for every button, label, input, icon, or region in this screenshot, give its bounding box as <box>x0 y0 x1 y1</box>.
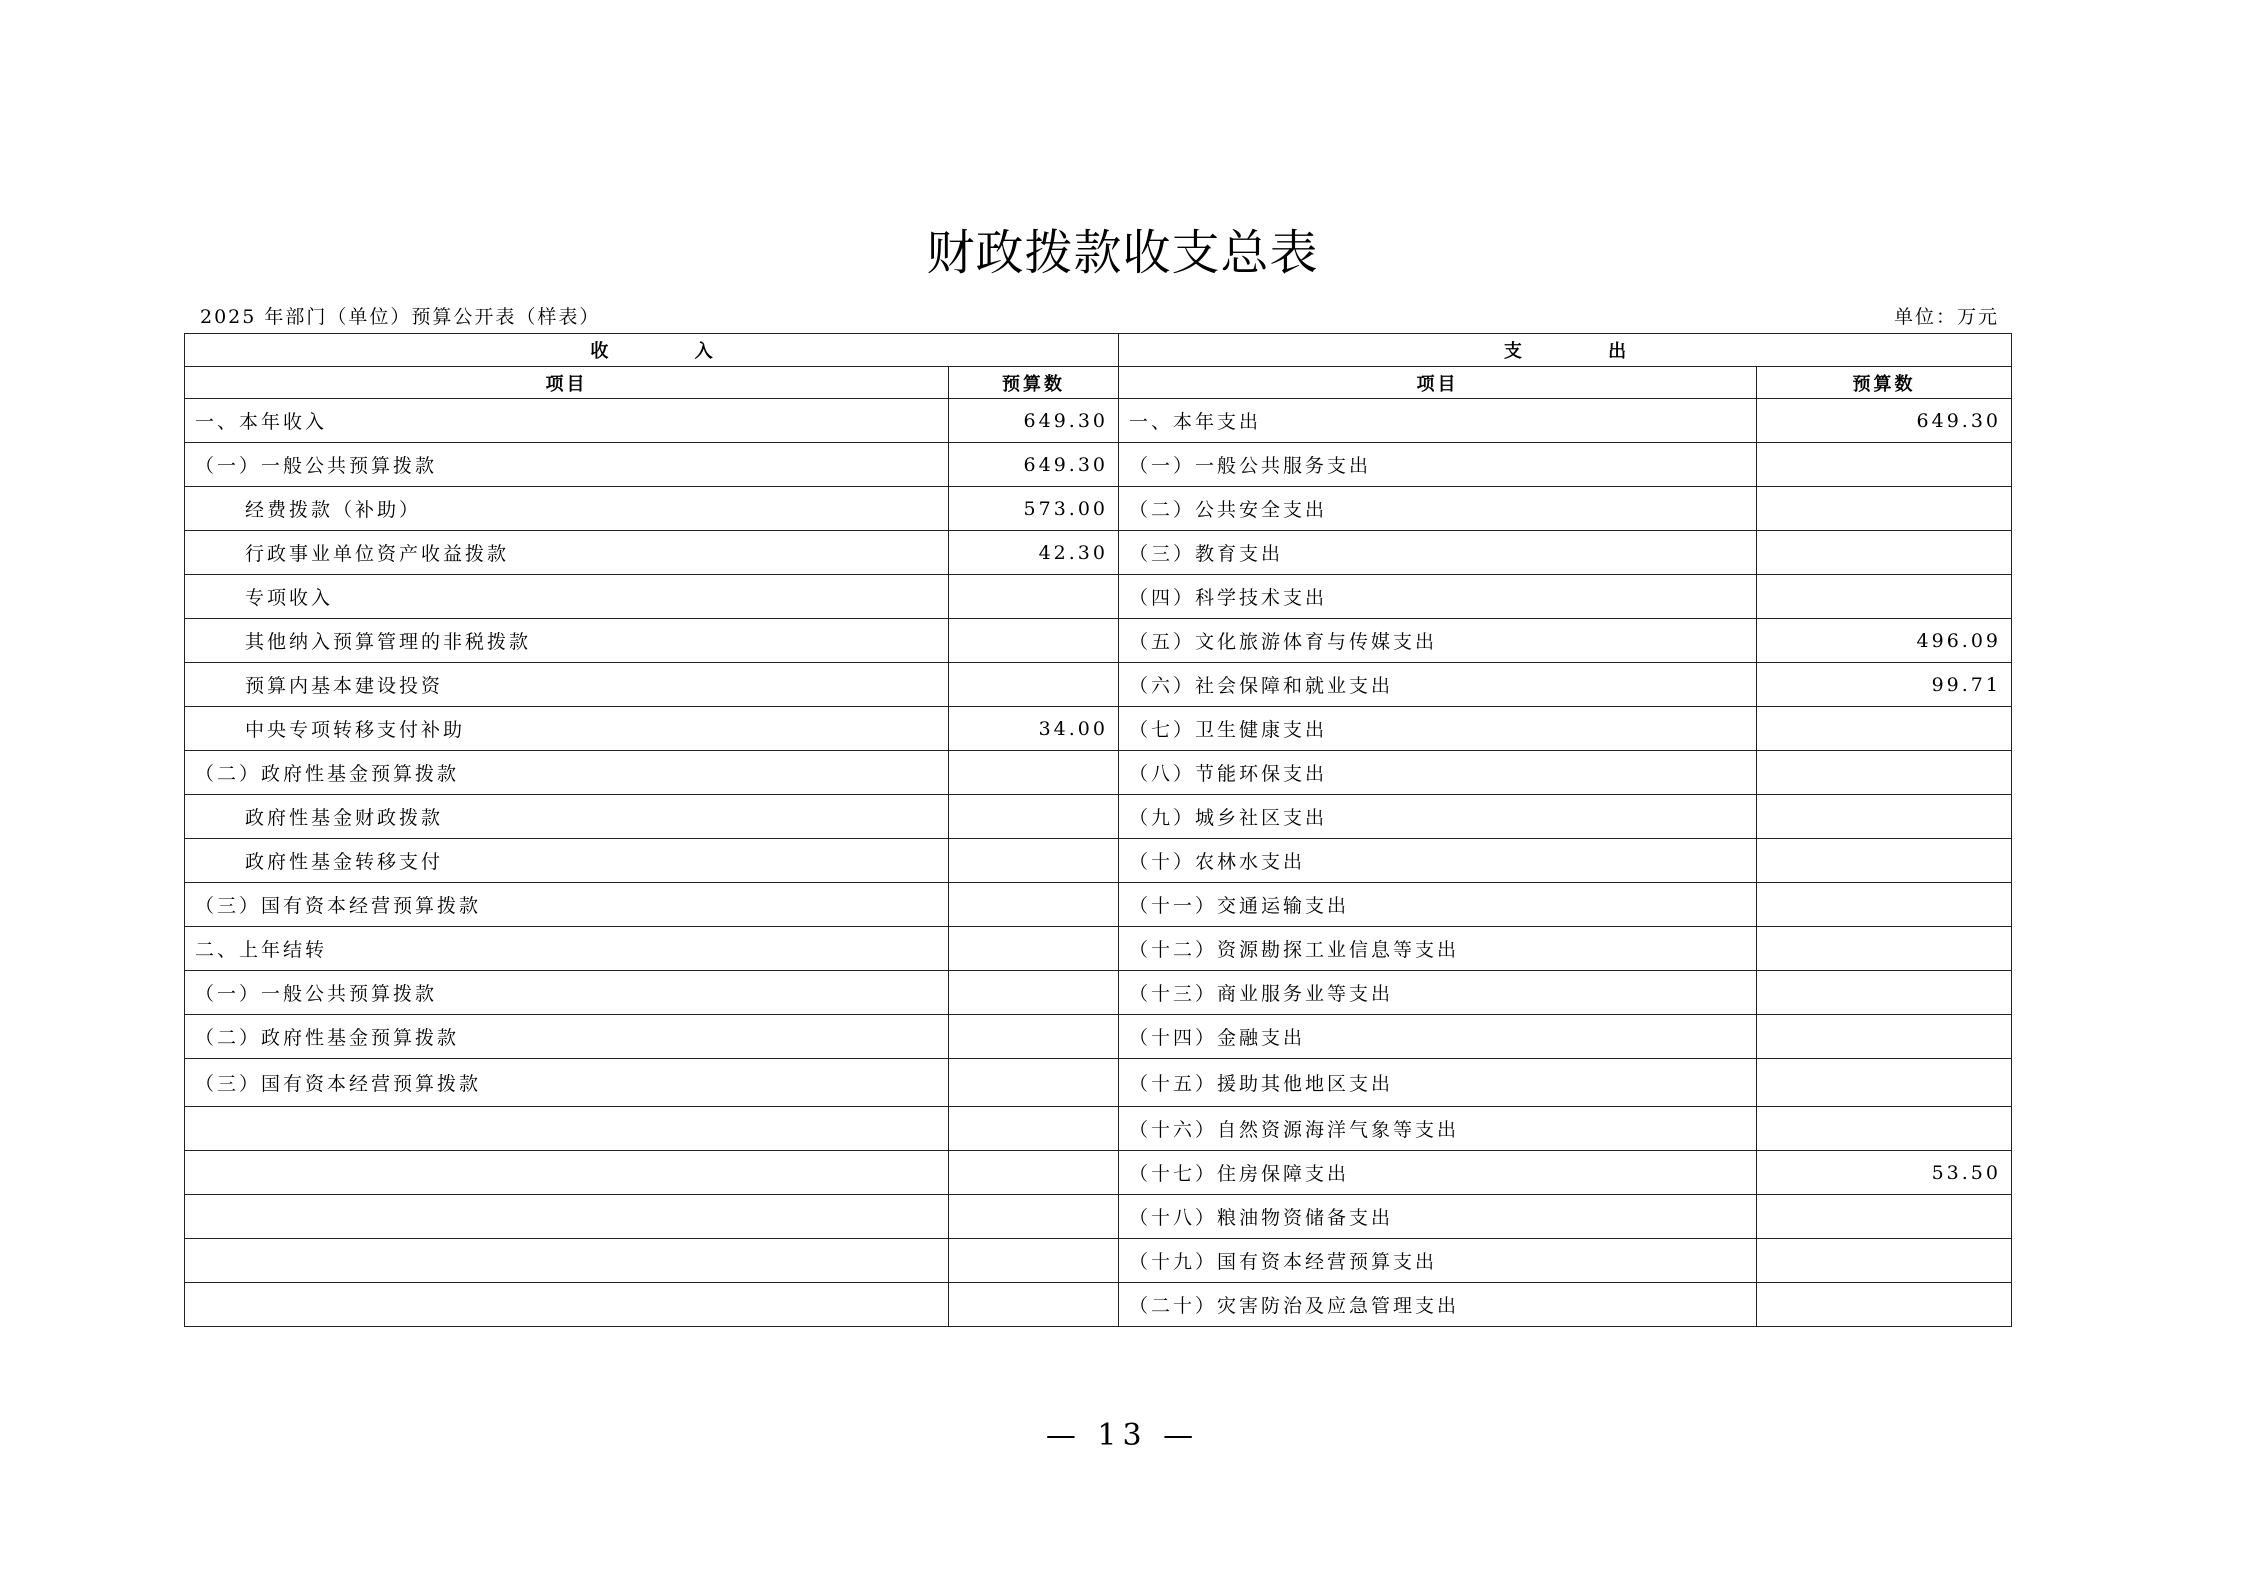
expense-item-cell: （六）社会保障和就业支出 <box>1119 663 1757 707</box>
section-header-row <box>185 334 2012 367</box>
expense-amount-cell <box>1757 839 2012 883</box>
table-row <box>185 1239 2012 1283</box>
expense-amount-cell <box>1757 883 2012 927</box>
expense-item-cell: （七）卫生健康支出 <box>1119 707 1757 751</box>
table-row <box>185 443 2012 487</box>
expense-amount-cell: 649.30 <box>1757 399 2012 443</box>
expense-item-cell: （十四）金融支出 <box>1119 1015 1757 1059</box>
expense-item-cell: （十一）交通运输支出 <box>1119 883 1757 927</box>
income-amount-cell <box>949 1283 1119 1327</box>
expense-item-cell: （十二）资源勘探工业信息等支出 <box>1119 927 1757 971</box>
table-row <box>185 575 2012 619</box>
expense-amount-cell <box>1757 971 2012 1015</box>
income-item-cell <box>185 1283 949 1327</box>
expense-item-cell: （四）科学技术支出 <box>1119 575 1757 619</box>
column-header-row <box>185 367 2012 399</box>
table-row <box>185 883 2012 927</box>
income-amount-cell <box>949 1107 1119 1151</box>
income-item-cell: 政府性基金财政拨款 <box>185 795 949 839</box>
income-amount-column-header: 预算数 <box>949 367 1119 399</box>
expense-amount-cell <box>1757 1283 2012 1327</box>
expense-item-cell: （一）一般公共服务支出 <box>1119 443 1757 487</box>
expense-item-cell: （十九）国有资本经营预算支出 <box>1119 1239 1757 1283</box>
table-row <box>185 1195 2012 1239</box>
expense-amount-cell <box>1757 707 2012 751</box>
expense-amount-cell: 53.50 <box>1757 1151 2012 1195</box>
expense-amount-cell: 496.09 <box>1757 619 2012 663</box>
income-item-cell: 政府性基金转移支付 <box>185 839 949 883</box>
table-row <box>185 1151 2012 1195</box>
table-row <box>185 1015 2012 1059</box>
expense-amount-cell <box>1757 795 2012 839</box>
expense-amount-cell <box>1757 1195 2012 1239</box>
income-amount-cell <box>949 883 1119 927</box>
expense-item-cell: （十五）援助其他地区支出 <box>1119 1059 1757 1107</box>
expense-amount-cell: 99.71 <box>1757 663 2012 707</box>
income-amount-cell <box>949 927 1119 971</box>
table-row <box>185 663 2012 707</box>
table-row <box>185 399 2012 443</box>
expense-header <box>1119 334 2012 367</box>
table-row <box>185 971 2012 1015</box>
income-amount-cell: 34.00 <box>949 707 1119 751</box>
income-amount-cell <box>949 795 1119 839</box>
expense-item-cell: （十）农林水支出 <box>1119 839 1757 883</box>
income-header-label: 收 入 <box>590 341 713 362</box>
income-item-cell: （二）政府性基金预算拨款 <box>185 751 949 795</box>
expense-amount-cell <box>1757 927 2012 971</box>
income-amount-cell: 649.30 <box>949 399 1119 443</box>
income-item-cell: 二、上年结转 <box>185 927 949 971</box>
table-row <box>185 487 2012 531</box>
income-amount-cell <box>949 1195 1119 1239</box>
income-item-cell: （三）国有资本经营预算拨款 <box>185 1059 949 1107</box>
expense-item-cell: （十八）粮油物资储备支出 <box>1119 1195 1757 1239</box>
expense-amount-cell <box>1757 1059 2012 1107</box>
income-amount-cell: 42.30 <box>949 531 1119 575</box>
income-item-cell <box>185 1151 949 1195</box>
income-item-cell: （二）政府性基金预算拨款 <box>185 1015 949 1059</box>
expense-amount-cell <box>1757 1107 2012 1151</box>
budget-table <box>184 333 2012 1327</box>
expense-item-cell: （十三）商业服务业等支出 <box>1119 971 1757 1015</box>
table-row <box>185 839 2012 883</box>
income-item-cell: 其他纳入预算管理的非税拨款 <box>185 619 949 663</box>
table-row <box>185 927 2012 971</box>
income-amount-cell <box>949 751 1119 795</box>
expense-amount-cell <box>1757 1239 2012 1283</box>
income-item-cell <box>185 1195 949 1239</box>
page-number: — 13 — <box>1045 1418 1200 1453</box>
expense-item-cell: （三）教育支出 <box>1119 531 1757 575</box>
expense-header-label: 支 出 <box>1503 341 1627 362</box>
income-amount-cell <box>949 1015 1119 1059</box>
table-row <box>185 707 2012 751</box>
expense-item-cell: （九）城乡社区支出 <box>1119 795 1757 839</box>
expense-item-cell: （五）文化旅游体育与传媒支出 <box>1119 619 1757 663</box>
expense-amount-cell <box>1757 531 2012 575</box>
income-amount-cell: 649.30 <box>949 443 1119 487</box>
expense-item-cell: （十七）住房保障支出 <box>1119 1151 1757 1195</box>
income-amount-cell <box>949 1059 1119 1107</box>
table-row <box>185 1059 2012 1107</box>
income-amount-cell <box>949 619 1119 663</box>
income-item-cell: 专项收入 <box>185 575 949 619</box>
income-item-column-header: 项目 <box>185 367 949 399</box>
table-row <box>185 1283 2012 1327</box>
table-row <box>185 531 2012 575</box>
income-amount-cell <box>949 575 1119 619</box>
income-item-cell: 预算内基本建设投资 <box>185 663 949 707</box>
income-amount-cell <box>949 839 1119 883</box>
expense-amount-cell <box>1757 443 2012 487</box>
table-row <box>185 795 2012 839</box>
income-item-cell: 一、本年收入 <box>185 399 949 443</box>
income-item-cell: 中央专项转移支付补助 <box>185 707 949 751</box>
expense-item-cell: （二）公共安全支出 <box>1119 487 1757 531</box>
expense-item-cell: （二十）灾害防治及应急管理支出 <box>1119 1283 1757 1327</box>
expense-item-cell: 一、本年支出 <box>1119 399 1757 443</box>
income-amount-cell <box>949 1151 1119 1195</box>
income-item-cell: （三）国有资本经营预算拨款 <box>185 883 949 927</box>
expense-amount-column-header: 预算数 <box>1757 367 2012 399</box>
expense-amount-cell <box>1757 575 2012 619</box>
income-amount-cell: 573.00 <box>949 487 1119 531</box>
income-item-cell: （一）一般公共预算拨款 <box>185 443 949 487</box>
form-note: 2025 年部门（单位）预算公开表（样表） <box>200 306 601 328</box>
income-item-cell: （一）一般公共预算拨款 <box>185 971 949 1015</box>
page-title: 财政拨款收支总表 <box>926 225 1319 281</box>
unit-label: 单位：万元 <box>1893 306 1999 328</box>
expense-amount-cell <box>1757 751 2012 795</box>
expense-item-cell: （十六）自然资源海洋气象等支出 <box>1119 1107 1757 1151</box>
income-amount-cell <box>949 971 1119 1015</box>
expense-item-column-header: 项目 <box>1119 367 1757 399</box>
table-row <box>185 751 2012 795</box>
income-amount-cell <box>949 1239 1119 1283</box>
income-item-cell <box>185 1107 949 1151</box>
income-item-cell <box>185 1239 949 1283</box>
income-amount-cell <box>949 663 1119 707</box>
expense-amount-cell <box>1757 487 2012 531</box>
income-item-cell: 经费拨款（补助） <box>185 487 949 531</box>
expense-item-cell: （八）节能环保支出 <box>1119 751 1757 795</box>
table-row <box>185 619 2012 663</box>
income-item-cell: 行政事业单位资产收益拨款 <box>185 531 949 575</box>
income-header <box>185 334 1119 367</box>
table-row <box>185 1107 2012 1151</box>
budget-table-body <box>185 399 2012 1327</box>
expense-amount-cell <box>1757 1015 2012 1059</box>
